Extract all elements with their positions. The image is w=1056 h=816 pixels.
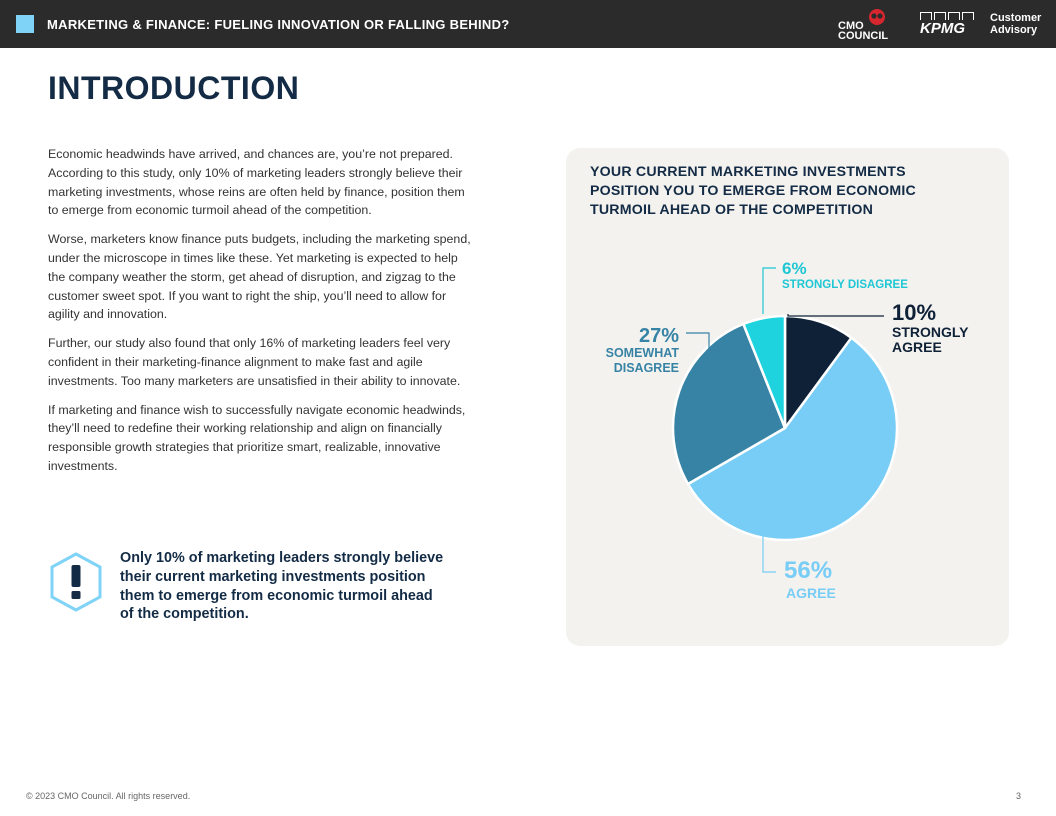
kpmg-boxes-icon <box>920 12 976 20</box>
chart-card <box>566 148 1009 646</box>
cmo-council-logo <box>836 8 892 42</box>
pie-chart <box>566 148 1009 646</box>
header-title: MARKETING & FINANCE: FUELING INNOVATION OR FALLING BEHIND? <box>47 17 510 32</box>
leader-line-strongly-disagree <box>763 268 776 314</box>
data-label-category-strongly-agree: STRONGLY <box>892 324 969 340</box>
leader-line-strongly-agree <box>788 314 884 316</box>
cmo-logo-line1: CMO <box>838 20 864 32</box>
chart-title: YOUR CURRENT MARKETING INVESTMENTS POSITION YOU TO EMERGE FROM ECONOMIC TURMOIL AHEAD OF THE COMPETITION <box>590 164 916 218</box>
data-label-value-agree: 56% <box>784 557 833 584</box>
cmo-logo-mark-icon <box>868 8 886 26</box>
data-label-category-strongly-agree: AGREE <box>892 339 942 355</box>
footer-copyright: © 2023 CMO Council. All rights reserved. <box>26 791 191 801</box>
kpmg-logo-word: KPMG <box>920 20 965 37</box>
header-square-icon <box>16 15 34 33</box>
data-label-category-somewhat-disagree: SOMEWHAT <box>605 346 679 360</box>
paragraph-2: Worse, marketers know finance puts budgets, including the marketing spend, under the microscope in times like these. Yet marketing is expected to help the company weather the storm, get ahead of disruption, and zigzag to the customer sweet spot. If you want to right the ship, you’ll need to allow for agility and innovation. <box>48 232 471 322</box>
data-label-value-strongly-disagree: 6% <box>782 259 807 278</box>
paragraph-1: Economic headwinds have arrived, and chances are, you’re not prepared. According to this study, only 10% of marketing leaders strongly believe their marketing investments, whose reins are often held by finance, position them to emerge from economic turmoil ahead of the competition. <box>48 147 465 218</box>
intro-body <box>48 145 478 486</box>
data-label-category-agree: AGREE <box>786 585 836 601</box>
exclamation-hexagon-icon <box>48 551 104 613</box>
callout-text: Only 10% of marketing leaders strongly believe their current marketing investments position them to emerge from economic turmoil ahead of the competition. <box>120 550 444 623</box>
advisory-line1: Customer <box>990 12 1042 24</box>
data-label-category-strongly-disagree: STRONGLY DISAGREE <box>782 279 908 291</box>
kpmg-logo <box>918 12 978 38</box>
page-number: 3 <box>1016 791 1022 801</box>
advisory-line2: Advisory <box>990 24 1038 36</box>
paragraph-3: Further, our study also found that only 16% of marketing leaders feel very confident in their marketing-finance alignment to make fast and agile investments. Too many marketers are unsatisfied in their ability to innovate. <box>48 336 461 388</box>
customer-advisory-logo <box>990 12 1041 36</box>
paragraph-4: If marketing and finance wish to successfully navigate economic headwinds, they’ll need to redefine their working relationship and align on financially responsible growth strategies that prioritize smart, realizable, innovative investments. <box>48 402 466 473</box>
data-label-value-somewhat-disagree: 27% <box>638 325 679 347</box>
data-label-value-strongly-agree: 10% <box>892 300 937 325</box>
page-title: INTRODUCTION <box>48 70 300 106</box>
top-bar <box>0 0 1056 48</box>
data-label-category-somewhat-disagree: DISAGREE <box>613 361 679 375</box>
cmo-logo-line2: COUNCIL <box>838 30 889 42</box>
